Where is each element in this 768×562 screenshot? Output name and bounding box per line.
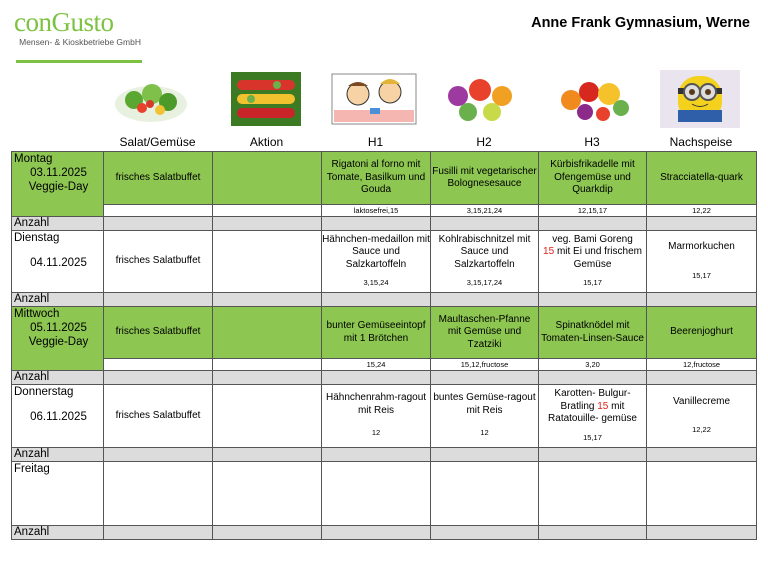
day-cell [12, 152, 104, 217]
col-header-h1: H1 [367, 135, 384, 149]
nachspeise-cell: Beerenjoghurt [647, 307, 757, 359]
menu-table [11, 151, 757, 540]
anzahl-row [12, 448, 757, 462]
day-row-mittwoch [12, 307, 757, 359]
allergen-code: 15,12,fructose [431, 359, 539, 371]
aktion-cell [213, 385, 322, 448]
h2-cell: Maultaschen-Pfanne mit Gemüse und Tzatziki [431, 307, 539, 359]
day-row-donnerstag [12, 385, 757, 448]
h3-cell: Kürbisfrikadelle mit Ofengemüse und Quarkdip [539, 152, 647, 205]
col-header-nachspeise: Nachspeise [669, 135, 733, 149]
day-date: 04.11.2025 [30, 257, 87, 269]
salad-image [112, 70, 190, 128]
anzahl-row [12, 526, 757, 540]
anzahl-row [12, 217, 757, 231]
congusto-logo [14, 8, 149, 60]
allergen-code: 12,22 [647, 205, 757, 217]
col-header-aktion: Aktion [249, 135, 284, 149]
day-name: Montag [14, 153, 53, 165]
nachspeise-cell [647, 231, 757, 293]
anzahl-row [12, 371, 757, 385]
dish-text: buntes Gemüse-ragout mit Reis [433, 392, 536, 416]
nachspeise-cell [647, 385, 757, 448]
allergen-code: 15,17 [692, 270, 711, 280]
nachspeise-cell: Stracciatella-quark [647, 152, 757, 205]
salat-cell: frisches Salatbuffet [104, 385, 213, 448]
allergen-code: laktosefrei,15 [322, 205, 431, 217]
aktion-cell [213, 231, 322, 293]
kids-drawing-image [330, 70, 418, 128]
h2-cell: Fusilli mit vegetarischer Bolognesesauce [431, 152, 539, 205]
allergen-row [12, 205, 757, 217]
salat-cell: frisches Salatbuffet [104, 231, 213, 293]
day-row-montag [12, 152, 757, 205]
anzahl-label: Anzahl [12, 448, 104, 462]
h3-cell [539, 231, 647, 293]
aktion-cell [213, 152, 322, 205]
minion-cake-image [660, 70, 740, 128]
dish-text: Vanillecreme [672, 395, 731, 407]
h3-cell: Spinatknödel mit Tomaten-Linsen-Sauce [539, 307, 647, 359]
vegetables-image [440, 70, 522, 128]
allergen-code: 15,17 [583, 432, 602, 442]
day-extra: Veggie-Day [28, 181, 89, 193]
allergen-row [12, 359, 757, 371]
h1-cell [322, 231, 431, 293]
dish-text: Marmorkuchen [668, 241, 735, 252]
day-row-dienstag [12, 231, 757, 293]
logo-name: conGusto [14, 7, 114, 37]
day-date: 03.11.2025 [30, 167, 87, 179]
dish-text: Karotten- Bulgur-Bratling [554, 388, 631, 412]
day-cell [12, 231, 104, 293]
dish-text: Hähnchenrahm-ragout mit Reis [325, 392, 427, 416]
h1-cell: Rigatoni al forno mit Tomate, Basilkum und Gouda [322, 152, 431, 205]
allergen-code: 3,15,24 [363, 278, 389, 287]
allergen-highlight: 15 [597, 400, 609, 412]
aktion-cell [213, 307, 322, 359]
allergen-code: 12,15,17 [539, 205, 647, 217]
h1-cell: bunter Gemüseeintopf mit 1 Brötchen [322, 307, 431, 359]
day-cell [12, 307, 104, 371]
dish-text: Kohlrabischnitzel mit Sauce und Salzkartoffeln [438, 233, 531, 270]
h2-cell [431, 231, 539, 293]
h3-cell [539, 385, 647, 448]
allergen-code: 12,22 [692, 425, 711, 434]
col-header-salat: Salat/Gemüse [119, 135, 196, 149]
logo-subtitle: Mensen- & Kioskbetriebe GmbH [19, 37, 141, 47]
anzahl-row [12, 293, 757, 307]
dish-text: veg. Bami Goreng [552, 233, 633, 245]
salat-cell: frisches Salatbuffet [104, 152, 213, 205]
allergen-code: 12,fructose [647, 359, 757, 371]
anzahl-label: Anzahl [12, 526, 104, 540]
allergen-code: 12 [371, 428, 381, 438]
allergen-code: 15,17 [583, 278, 602, 287]
anzahl-label: Anzahl [12, 217, 104, 231]
day-date: 05.11.2025 [30, 322, 87, 334]
day-row-freitag [12, 462, 757, 526]
day-cell [12, 462, 104, 526]
day-name: Dienstag [14, 232, 60, 244]
h1-cell [322, 385, 431, 448]
day-cell [12, 385, 104, 448]
col-header-h2: H2 [476, 135, 492, 149]
allergen-code: 3,20 [539, 359, 647, 371]
col-header-h3: H3 [584, 135, 600, 149]
anzahl-label: Anzahl [12, 371, 104, 385]
allergen-code: 12 [480, 428, 489, 438]
day-name: Freitag [14, 463, 50, 475]
h2-cell [431, 385, 539, 448]
dish-text: mit Ei und frischem Gemüse [556, 246, 642, 270]
allergen-code: 15,24 [322, 359, 431, 371]
school-title: Anne Frank Gymnasium, Werne [531, 15, 750, 31]
day-extra: Veggie-Day [28, 336, 89, 348]
day-name: Mittwoch [14, 308, 60, 320]
dish-text: mit Ratatouille- gemüse [548, 400, 637, 424]
kebab-image [231, 70, 301, 128]
allergen-code: 3,15,21,24 [431, 205, 539, 217]
day-date: 06.11.2025 [30, 411, 87, 423]
dish-text: Hähnchen-medaillon mit Sauce und Salzkartoffeln [322, 233, 430, 270]
logo-underline [16, 60, 142, 63]
day-name: Donnerstag [14, 386, 74, 398]
anzahl-label: Anzahl [12, 293, 104, 307]
salat-cell: frisches Salatbuffet [104, 307, 213, 359]
allergen-highlight: 15 [543, 246, 555, 257]
allergen-code: 3,15,17,24 [466, 278, 503, 287]
fruit-image [555, 70, 635, 128]
